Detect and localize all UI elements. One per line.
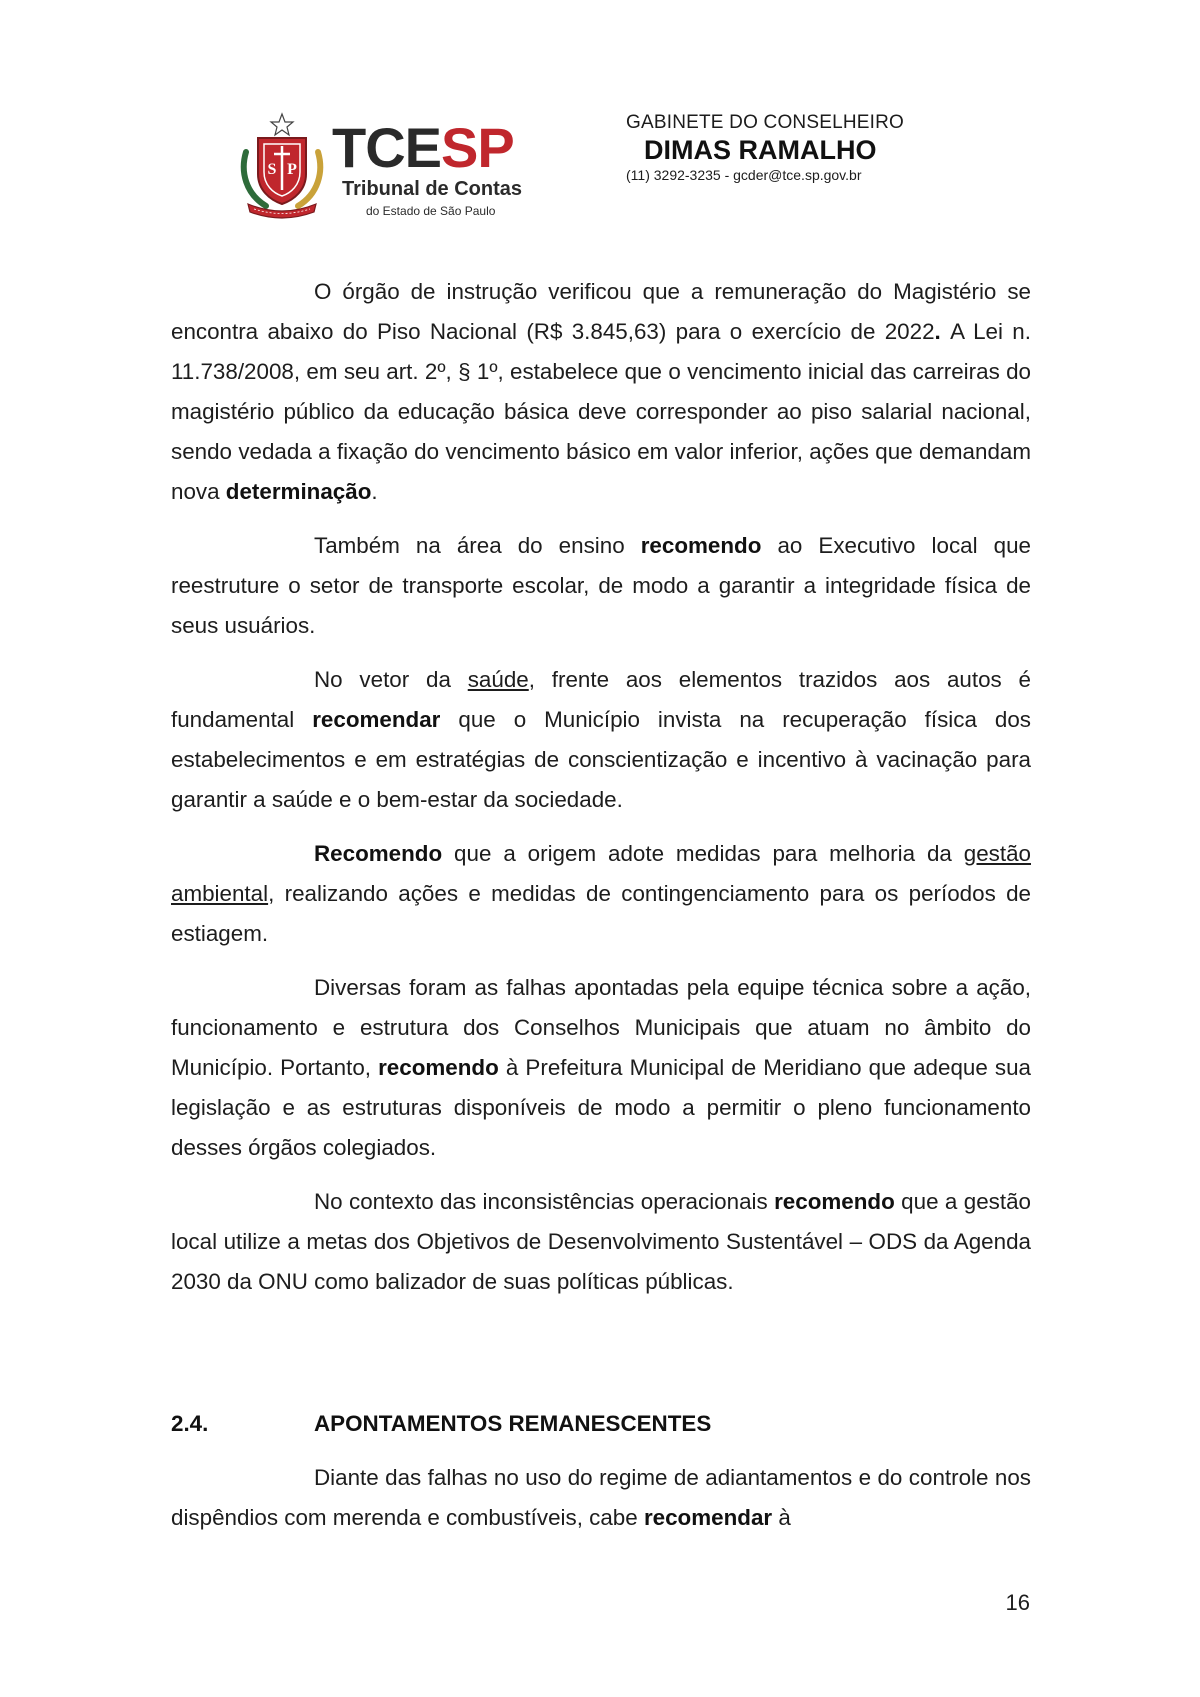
tcesp-logo bbox=[332, 116, 572, 220]
text-run: A Lei n. 11.738/2008, em seu art. 2º, § 1º, estabelece que o vencimento inicial das carreiras do magistério público da educação básica deve corresponder ao piso salarial nacional, sendo vedada a fixação do vencimento básico em valor inferior, ações que demandam nova bbox=[171, 319, 1031, 504]
paragraph bbox=[171, 1182, 1031, 1302]
text-run: No contexto das inconsistências operacionais bbox=[314, 1189, 775, 1214]
page-header bbox=[236, 112, 966, 222]
underlined-text: gestão ambiental bbox=[171, 841, 1031, 906]
text-run: . bbox=[371, 479, 378, 504]
bold-text: recomendar bbox=[643, 1505, 773, 1530]
paragraph bbox=[171, 272, 1031, 512]
section-title: APONTAMENTOS REMANESCENTES bbox=[314, 1411, 712, 1436]
bold-text: recomendo bbox=[378, 1055, 499, 1080]
sao-paulo-coat-of-arms-icon bbox=[236, 112, 328, 220]
text-run: Também na área do ensino bbox=[314, 533, 641, 558]
bold-text: determinação bbox=[225, 479, 372, 504]
gabinete-block bbox=[626, 112, 966, 184]
paragraph bbox=[171, 834, 1031, 954]
text-run: No vetor da bbox=[314, 667, 468, 692]
section-number: 2.4. bbox=[171, 1411, 209, 1436]
text-run: que a origem adote medidas para melhoria da bbox=[442, 841, 964, 866]
paragraph bbox=[171, 1458, 1031, 1538]
text-run: , frente aos elementos trazidos aos autos é fundamental bbox=[171, 667, 1032, 732]
document-body bbox=[171, 272, 1031, 1316]
paragraph bbox=[171, 660, 1031, 820]
text-run: que a gestão local utilize a metas dos Objetivos de Desenvolvimento Sustentável – ODS da Agenda 2030 da ONU como balizador de suas políticas públicas. bbox=[171, 1189, 1031, 1294]
section-heading bbox=[171, 1404, 1031, 1444]
svg-text:P: P bbox=[287, 161, 297, 178]
paragraph bbox=[171, 526, 1031, 646]
bold-text: Recomendo bbox=[314, 841, 443, 866]
logo-line-1: Tribunal de Contas bbox=[342, 178, 523, 200]
wordmark-sp: SP bbox=[441, 116, 514, 179]
bold-text: recomendo bbox=[640, 533, 762, 558]
bold-text: . bbox=[934, 319, 951, 344]
text-run: , realizando ações e medidas de contingenciamento para os períodos de estiagem. bbox=[171, 881, 1031, 946]
logo-line-2: do Estado de São Paulo bbox=[366, 204, 496, 218]
text-run: Diante das falhas no uso do regime de adiantamentos e do controle nos dispêndios com merenda e combustíveis, cabe bbox=[171, 1465, 1031, 1530]
text-run: à Prefeitura Municipal de Meridiano que adeque sua legislação e as estruturas disponíveis de modo a permitir o pleno funcionamento desses órgãos colegiados. bbox=[171, 1055, 1031, 1160]
bold-text: recomendo bbox=[774, 1189, 895, 1214]
text-run: que o Município invista na recuperação física dos estabelecimentos e em estratégias de conscientização e incentivo à vacinação para garantir a saúde e o bem-estar da sociedade. bbox=[171, 707, 1031, 812]
svg-text:S: S bbox=[267, 161, 277, 178]
document-body-continued bbox=[171, 1458, 1031, 1552]
gabinete-title: GABINETE DO CONSELHEIRO bbox=[626, 112, 905, 133]
underlined-text: saúde bbox=[467, 667, 529, 692]
text-run: Diversas foram as falhas apontadas pela equipe técnica sobre a ação, funcionamento e estrutura dos Conselhos Municipais que atuam no âmbito do Município. Portanto, bbox=[171, 975, 1031, 1080]
tcesp-wordmark bbox=[332, 116, 514, 179]
bold-text: recomendar bbox=[312, 707, 441, 732]
gabinete-contact: (11) 3292-3235 - gcder@tce.sp.gov.br bbox=[626, 167, 862, 183]
conselheiro-name: DIMAS RAMALHO bbox=[644, 135, 877, 165]
paragraph bbox=[171, 968, 1031, 1168]
text-run: O órgão de instrução verificou que a remuneração do Magistério se encontra abaixo do Piso Nacional (R$ 3.845,63) para o exercício de 2022 bbox=[171, 279, 1031, 344]
text-run: à bbox=[772, 1505, 791, 1530]
text-run: ao Executivo local que reestruture o setor de transporte escolar, de modo a garantir a integridade física de seus usuários. bbox=[171, 533, 1031, 638]
wordmark-tc: TCE bbox=[332, 116, 441, 179]
page-number: 16 bbox=[1005, 1590, 1030, 1615]
